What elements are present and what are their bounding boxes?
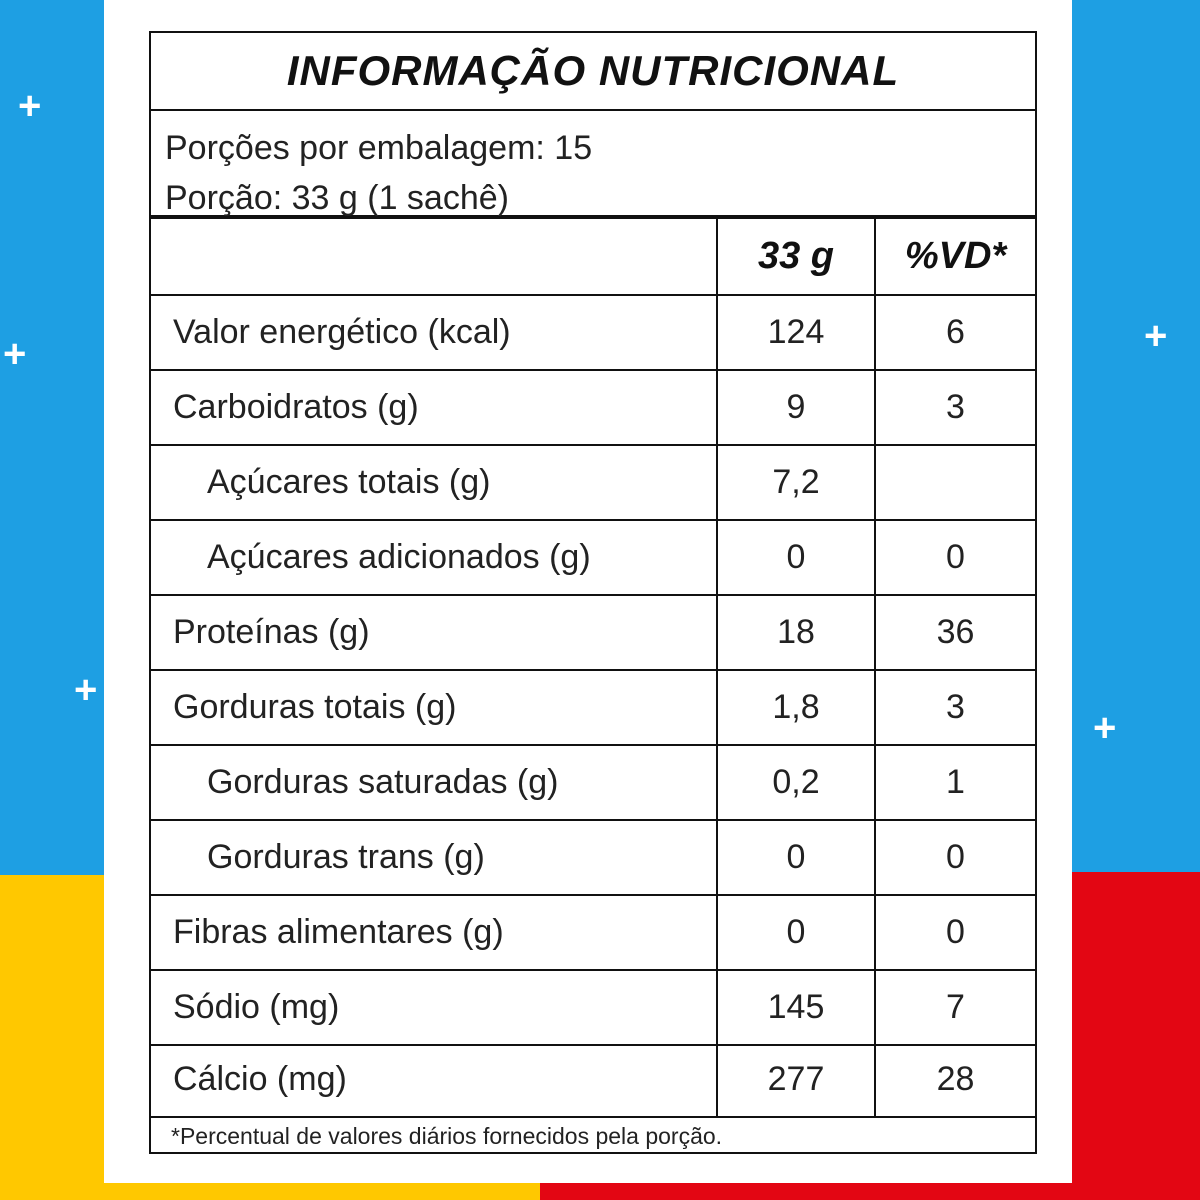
nutrient-dv: 6 — [946, 313, 965, 351]
table-row — [151, 446, 1035, 521]
nutrient-dv: 0 — [946, 913, 965, 951]
nutrient-dv — [876, 446, 1035, 519]
table-row — [151, 746, 1035, 821]
nutrient-amount: 277 — [718, 1042, 876, 1116]
nutrient-amount: 145 — [718, 971, 876, 1044]
table-row — [151, 821, 1035, 896]
nutrient-name: Proteínas (g) — [151, 596, 718, 669]
nutrient-amount: 0 — [718, 896, 876, 969]
nutrient-dv: 1 — [946, 763, 965, 801]
nutrient-dv: 3 — [946, 688, 965, 726]
sparkle-icon: + — [74, 668, 98, 712]
nutrient-dv: 3 — [946, 388, 965, 426]
sparkle-icon: + — [18, 84, 42, 128]
nutrient-name: Gorduras trans (g) — [151, 821, 718, 894]
nutrient-dv: 36 — [936, 613, 975, 651]
nutrient-dv: 28 — [936, 1059, 975, 1098]
table-row — [151, 371, 1035, 446]
nutrient-name: Açúcares totais (g) — [151, 446, 718, 519]
nutrient-amount: 0 — [718, 521, 876, 594]
header-blank-cell — [151, 219, 718, 294]
footnote: *Percentual de valores diários fornecidos pela porção. — [151, 1116, 1035, 1154]
table-row — [151, 671, 1035, 746]
nutrient-amount: 9 — [718, 371, 876, 444]
servings-per-package: Porções por embalagem: 15 — [165, 129, 593, 167]
table-row — [151, 896, 1035, 971]
nutrient-dv: 0 — [946, 838, 965, 876]
nutrient-amount: 124 — [718, 296, 876, 369]
table-row — [151, 596, 1035, 671]
nutrient-dv: 7 — [946, 988, 965, 1026]
table-header-row — [151, 219, 1035, 296]
nutrient-dv: 0 — [946, 538, 965, 576]
nutrient-amount: 0,2 — [718, 746, 876, 819]
portion-info — [151, 111, 1035, 219]
nutrition-facts-table — [149, 31, 1037, 1154]
nutrient-amount: 18 — [718, 596, 876, 669]
sparkle-icon: + — [3, 332, 27, 376]
table-row — [151, 296, 1035, 371]
header-amount: 33 g — [718, 219, 876, 294]
background-red-block — [1060, 872, 1200, 1200]
nutrient-name: Gorduras totais (g) — [151, 671, 718, 744]
header-dv: %VD* — [904, 235, 1007, 277]
nutrient-name: Sódio (mg) — [151, 971, 718, 1044]
table-row — [151, 1042, 1035, 1116]
nutrient-amount: 7,2 — [718, 446, 876, 519]
table-row — [151, 521, 1035, 596]
nutrient-amount: 0 — [718, 821, 876, 894]
sparkle-icon: + — [1093, 706, 1117, 750]
nutrient-name: Cálcio (mg) — [151, 1042, 718, 1116]
table-row — [151, 971, 1035, 1046]
nutrient-amount: 1,8 — [718, 671, 876, 744]
table-title: INFORMAÇÃO NUTRICIONAL — [151, 33, 1035, 111]
serving-size: Porção: 33 g (1 sachê) — [165, 179, 509, 217]
nutrient-name: Carboidratos (g) — [151, 371, 718, 444]
nutrient-name: Gorduras saturadas (g) — [151, 746, 718, 819]
sparkle-icon: + — [1144, 314, 1168, 358]
nutrient-name: Valor energético (kcal) — [151, 296, 718, 369]
nutrient-name: Fibras alimentares (g) — [151, 896, 718, 969]
nutrient-name: Açúcares adicionados (g) — [151, 521, 718, 594]
